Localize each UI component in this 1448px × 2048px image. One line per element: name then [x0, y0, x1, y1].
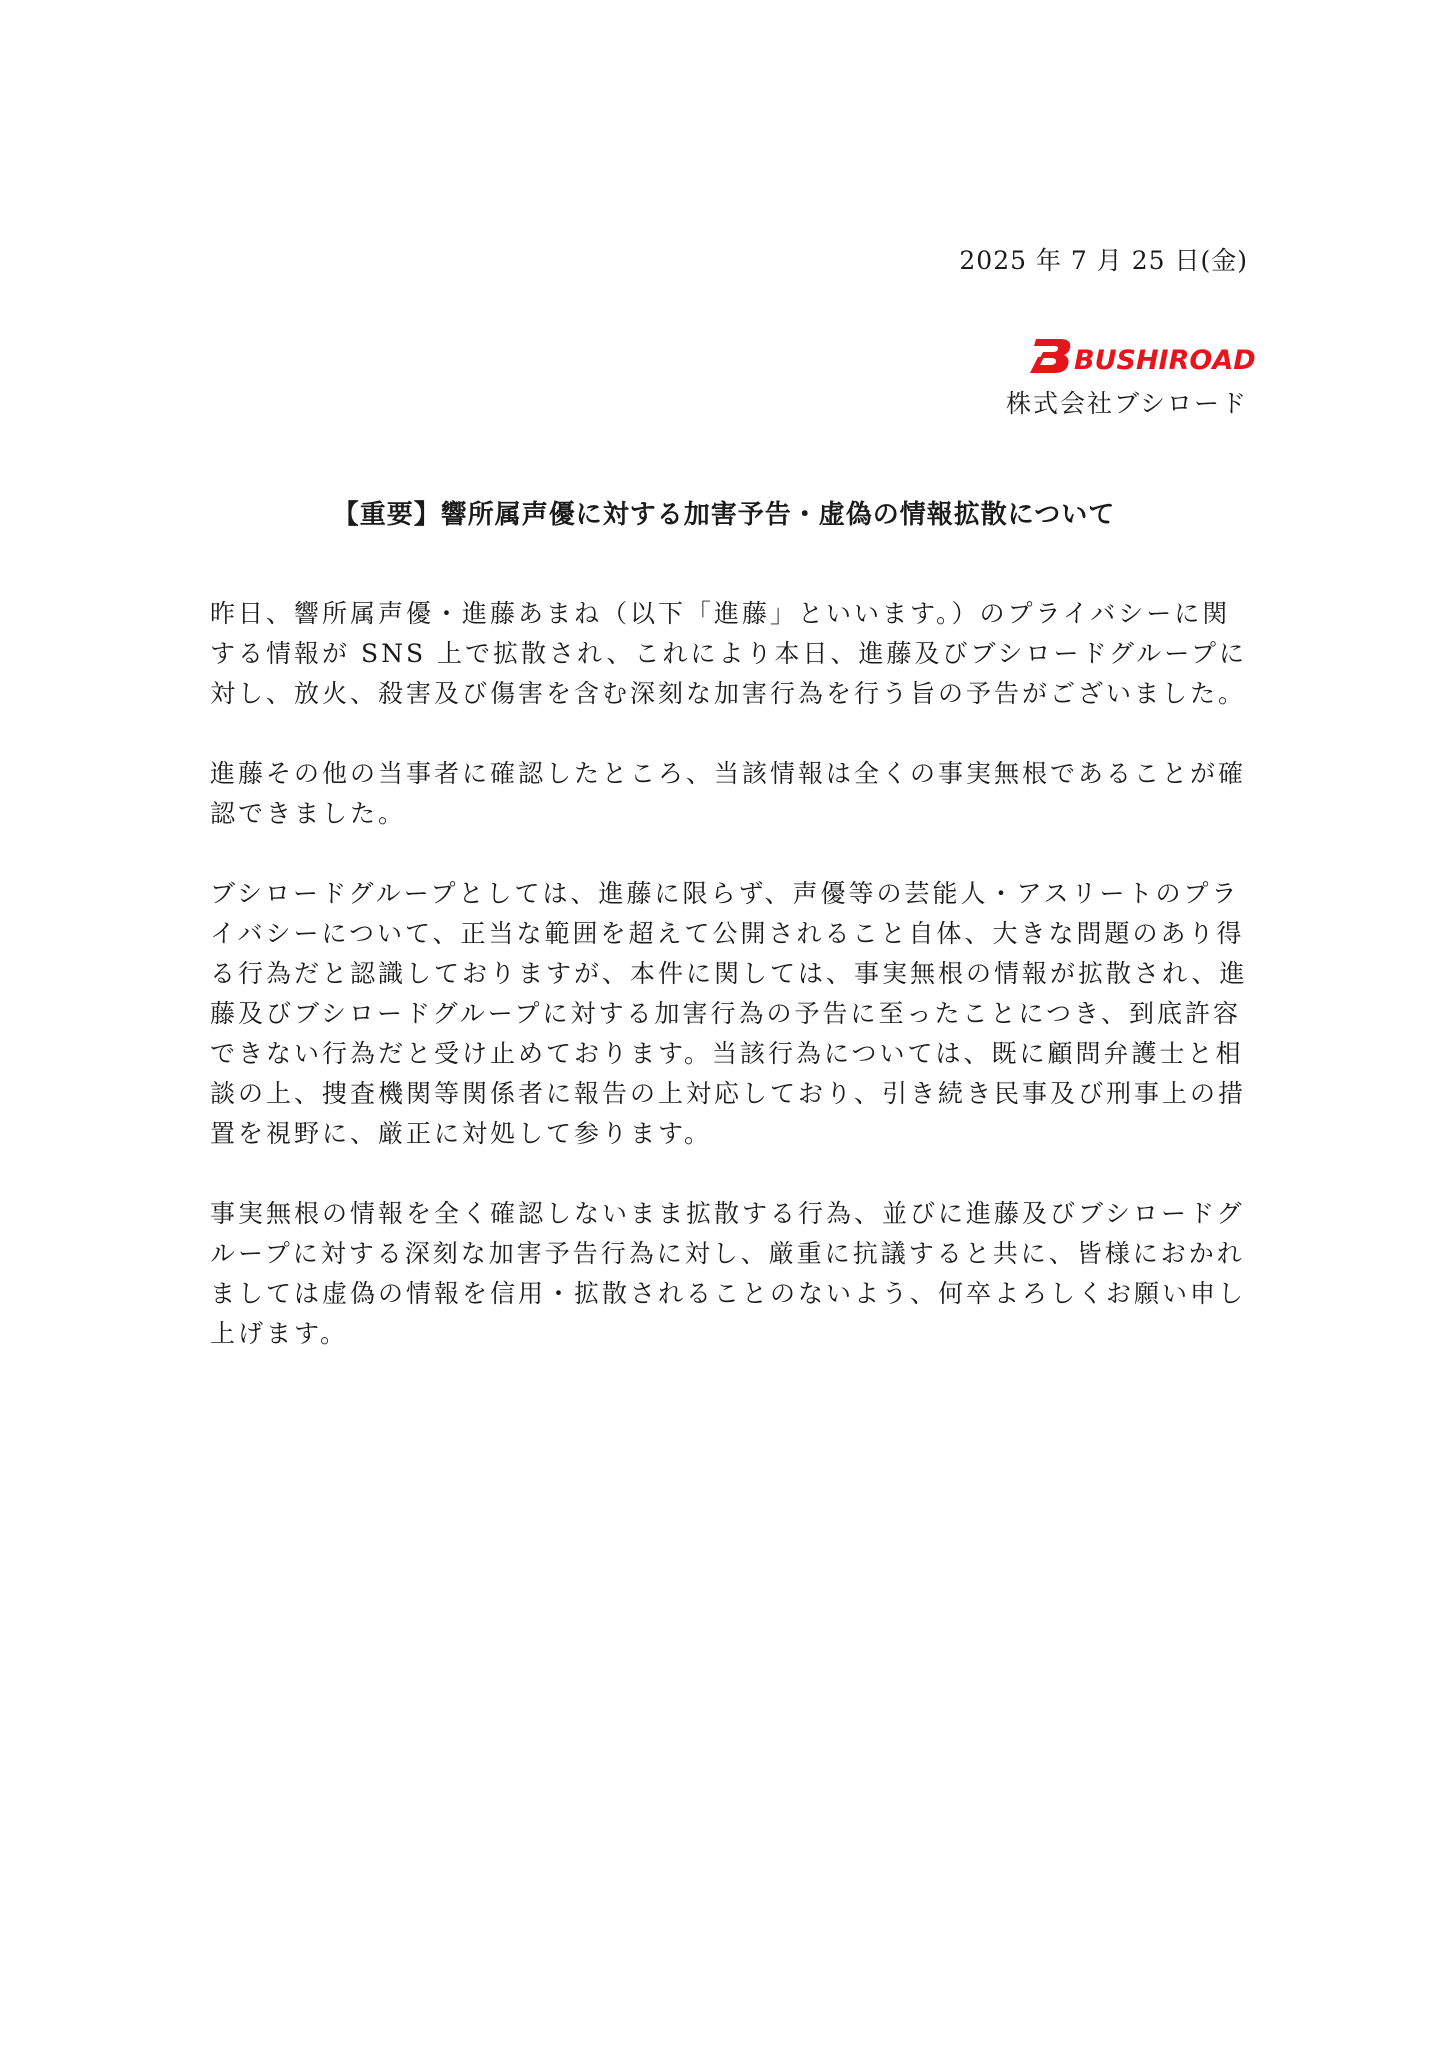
logo-wordmark: BUSHIROAD: [1074, 345, 1256, 376]
notice-title: 【重要】響所属声優に対する加害予告・虚偽の情報拡散について: [332, 500, 1116, 530]
paragraph: 進藤その他の当事者に確認したところ、当該情報は全くの事実無根であることが確認できました。: [210, 759, 1247, 828]
bushiroad-logo: [1030, 335, 1256, 376]
notice-body: [210, 594, 1250, 1394]
company-name: 株式会社ブシロード: [1005, 389, 1248, 418]
paragraph: 事実無根の情報を全く確認しないまま拡散する行為、並びに進藤及びブシロードグループに対する深刻な加害予告行為に対し、厳重に抗議すると共に、皆様におかれましては虚偽の情報を信用・拡散されることのないよう、何卒よろしくお願い申し上げます。: [210, 1199, 1247, 1348]
issue-date: 2025 年 7 月 25 日(金): [959, 246, 1248, 275]
paragraph: 昨日、響所属声優・進藤あまね（以下「進藤」といいます。）のプライバシーに関する情報が SNS 上で拡散され、これにより本日、進藤及びブシロードグループに対し、放火、殺害及び傷害を含む深刻な加害行為を行う旨の予告がございました。: [210, 599, 1248, 708]
paragraph: ブシロードグループとしては、進藤に限らず、声優等の芸能人・アスリートのプライバシーについて、正当な範囲を超えて公開されること自体、大きな問題のあり得る行為だと認識しておりますが、本件に関しては、事実無根の情報が拡散され、進藤及びブシロードグループに対する加害行為の予告に至ったことにつき、到底許容できない行為だと受け止めております。当該行為については、既に顧問弁護士と相談の上、捜査機関等関係者に報告の上対応しており、引き続き民事及び刑事上の措置を視野に、厳正に対処して参ります。: [210, 879, 1248, 1148]
